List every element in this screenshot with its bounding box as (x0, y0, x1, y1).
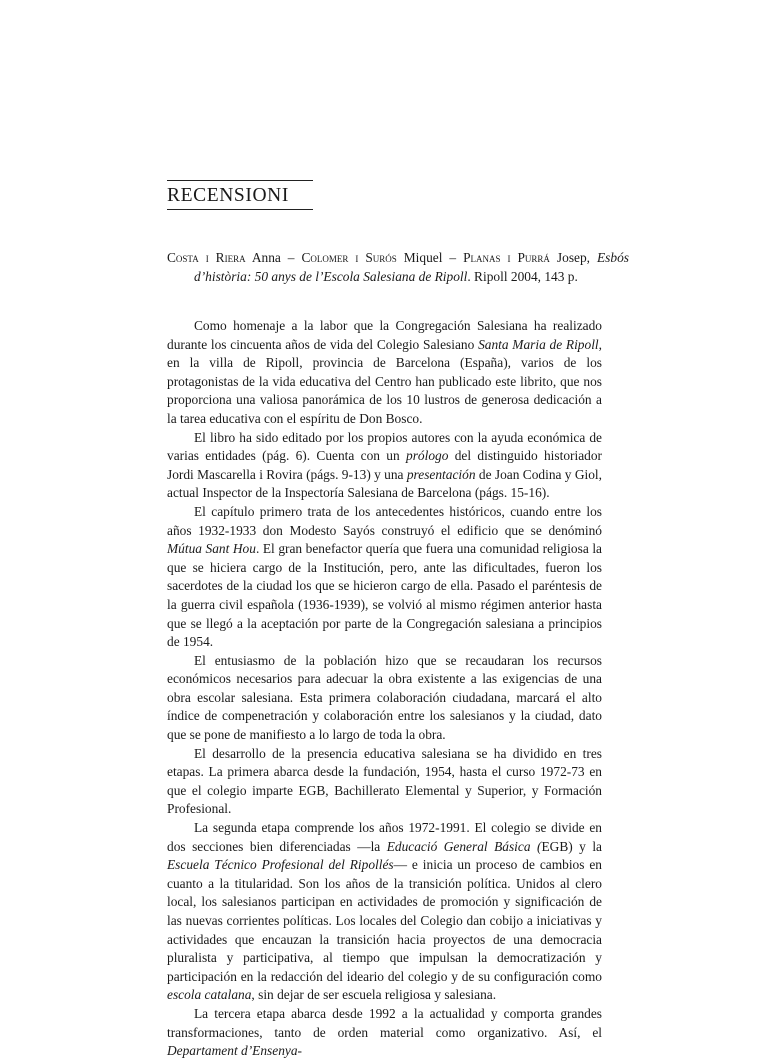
author-3-surname: Planas i Purrá (463, 250, 550, 265)
author-2-surname: Colomer i Surós (301, 250, 397, 265)
title-rule-top (167, 180, 313, 181)
paragraph-5: El desarrollo de la presencia educativa salesiana se ha dividido en tres etapas. La primera abarca desde la fundación, 1954, hasta el curso 1972-73 en que el colegio imparte EGB, Bachillerato Elemental y Superior, y Formación Profesional. (167, 745, 602, 817)
paragraph-6: La segunda etapa comprende los años 1972-1991. El colegio se divide en dos secciones bien diferenciadas —la Educació General Básica (EGB) y la Escuela Técnico Profesional del Ripollés— e inicia un proceso de cambios en cuanto a la titularidad. Son los años de la transición política. Unidos al clero local, los salesianos participan en actividades de promoción y significación de las nuevas corrientes políticas. Los locales del Colegio dan cobijo a iniciativas y actividades que encauzan la transición hacia proyectos de una democracia pluralista y participativa, al tiempo que impulsan la democratización y participación en la redacción del ideario del colegio y de su configuración como escola catalana, sin dejar de ser escuela religiosa y salesiana. (167, 820, 602, 1003)
paragraph-2: El libro ha sido editado por los propios autores con la ayuda económica de varias entidades (pág. 6). Cuenta con un prólogo del distinguido historiador Jordi Mascarella i Rovira (págs. 9-13) y una presentación de Joan Codina y Giol, actual Inspector de la Inspectoría Salesiana de Barcelona (págs. 15-16). (167, 429, 602, 501)
book-title: Esbós d’història: 50 anys de l’Escola Salesiana de Ripoll (194, 250, 629, 284)
paragraph-3: El capítulo primero trata de los antecedentes históricos, cuando entre los años 1932-1933 don Modesto Sayós construyó el edificio que se denóminó Mútua Sant Hou. El gran benefactor quería que fuera una comunidad religiosa la que se hiciera cargo de la Institución, pero, ante las dificultades, fueron los sacerdotes de la ciudad los que se hicieron cargo de ella. Pasado el paréntesis de la guerra civil española (1936-1939), se volvió al mismo régimen anterior hasta que se llegó a la aceptación por parte de la Congregación salesiana a principios de 1954. (167, 503, 602, 650)
publication-info: . Ripoll 2004, 143 p. (467, 268, 578, 284)
review-body (167, 317, 602, 1061)
paragraph-4: El entusiasmo de la población hizo que se recaudaran los recursos económicos necesarios para adecuar la obra existente a las exigencias de una obra escolar salesiana. Esta primera colaboración ciudadana, marcará el alto índice de compenetración y colaboración entre los salesianos y la ciudad, dato que se pone de manifiesto a lo largo de toda la obra. (167, 652, 602, 743)
author-1-surname: Costa i Riera (167, 250, 246, 265)
paragraph-7: La tercera etapa abarca desde 1992 a la actualidad y comporta grandes transformaciones, tanto de orden material como organizativo. Así, el Departament d’Ensenya- (167, 1005, 602, 1059)
author-1-name: Anna – (245, 250, 302, 265)
section-title: RECENSIONI (167, 185, 289, 206)
book-citation (167, 249, 629, 286)
title-rule-bottom (167, 209, 313, 210)
paragraph-1: Como homenaje a la labor que la Congregación Salesiana ha realizado durante los cincuenta años de vida del Colegio Salesiano Santa Maria de Ripoll, en la villa de Ripoll, provincia de Barcelona (España), varios de los protagonistas de la vida educativa del Centro han publicado este librito, que nos proporciona una valiosa panorámica de los 10 lustros de generosa dedicación a la tarea educativa con el espíritu de Don Bosco. (167, 318, 602, 426)
author-3-name: Josep, (549, 250, 597, 265)
author-2-name: Miquel – (396, 250, 464, 265)
